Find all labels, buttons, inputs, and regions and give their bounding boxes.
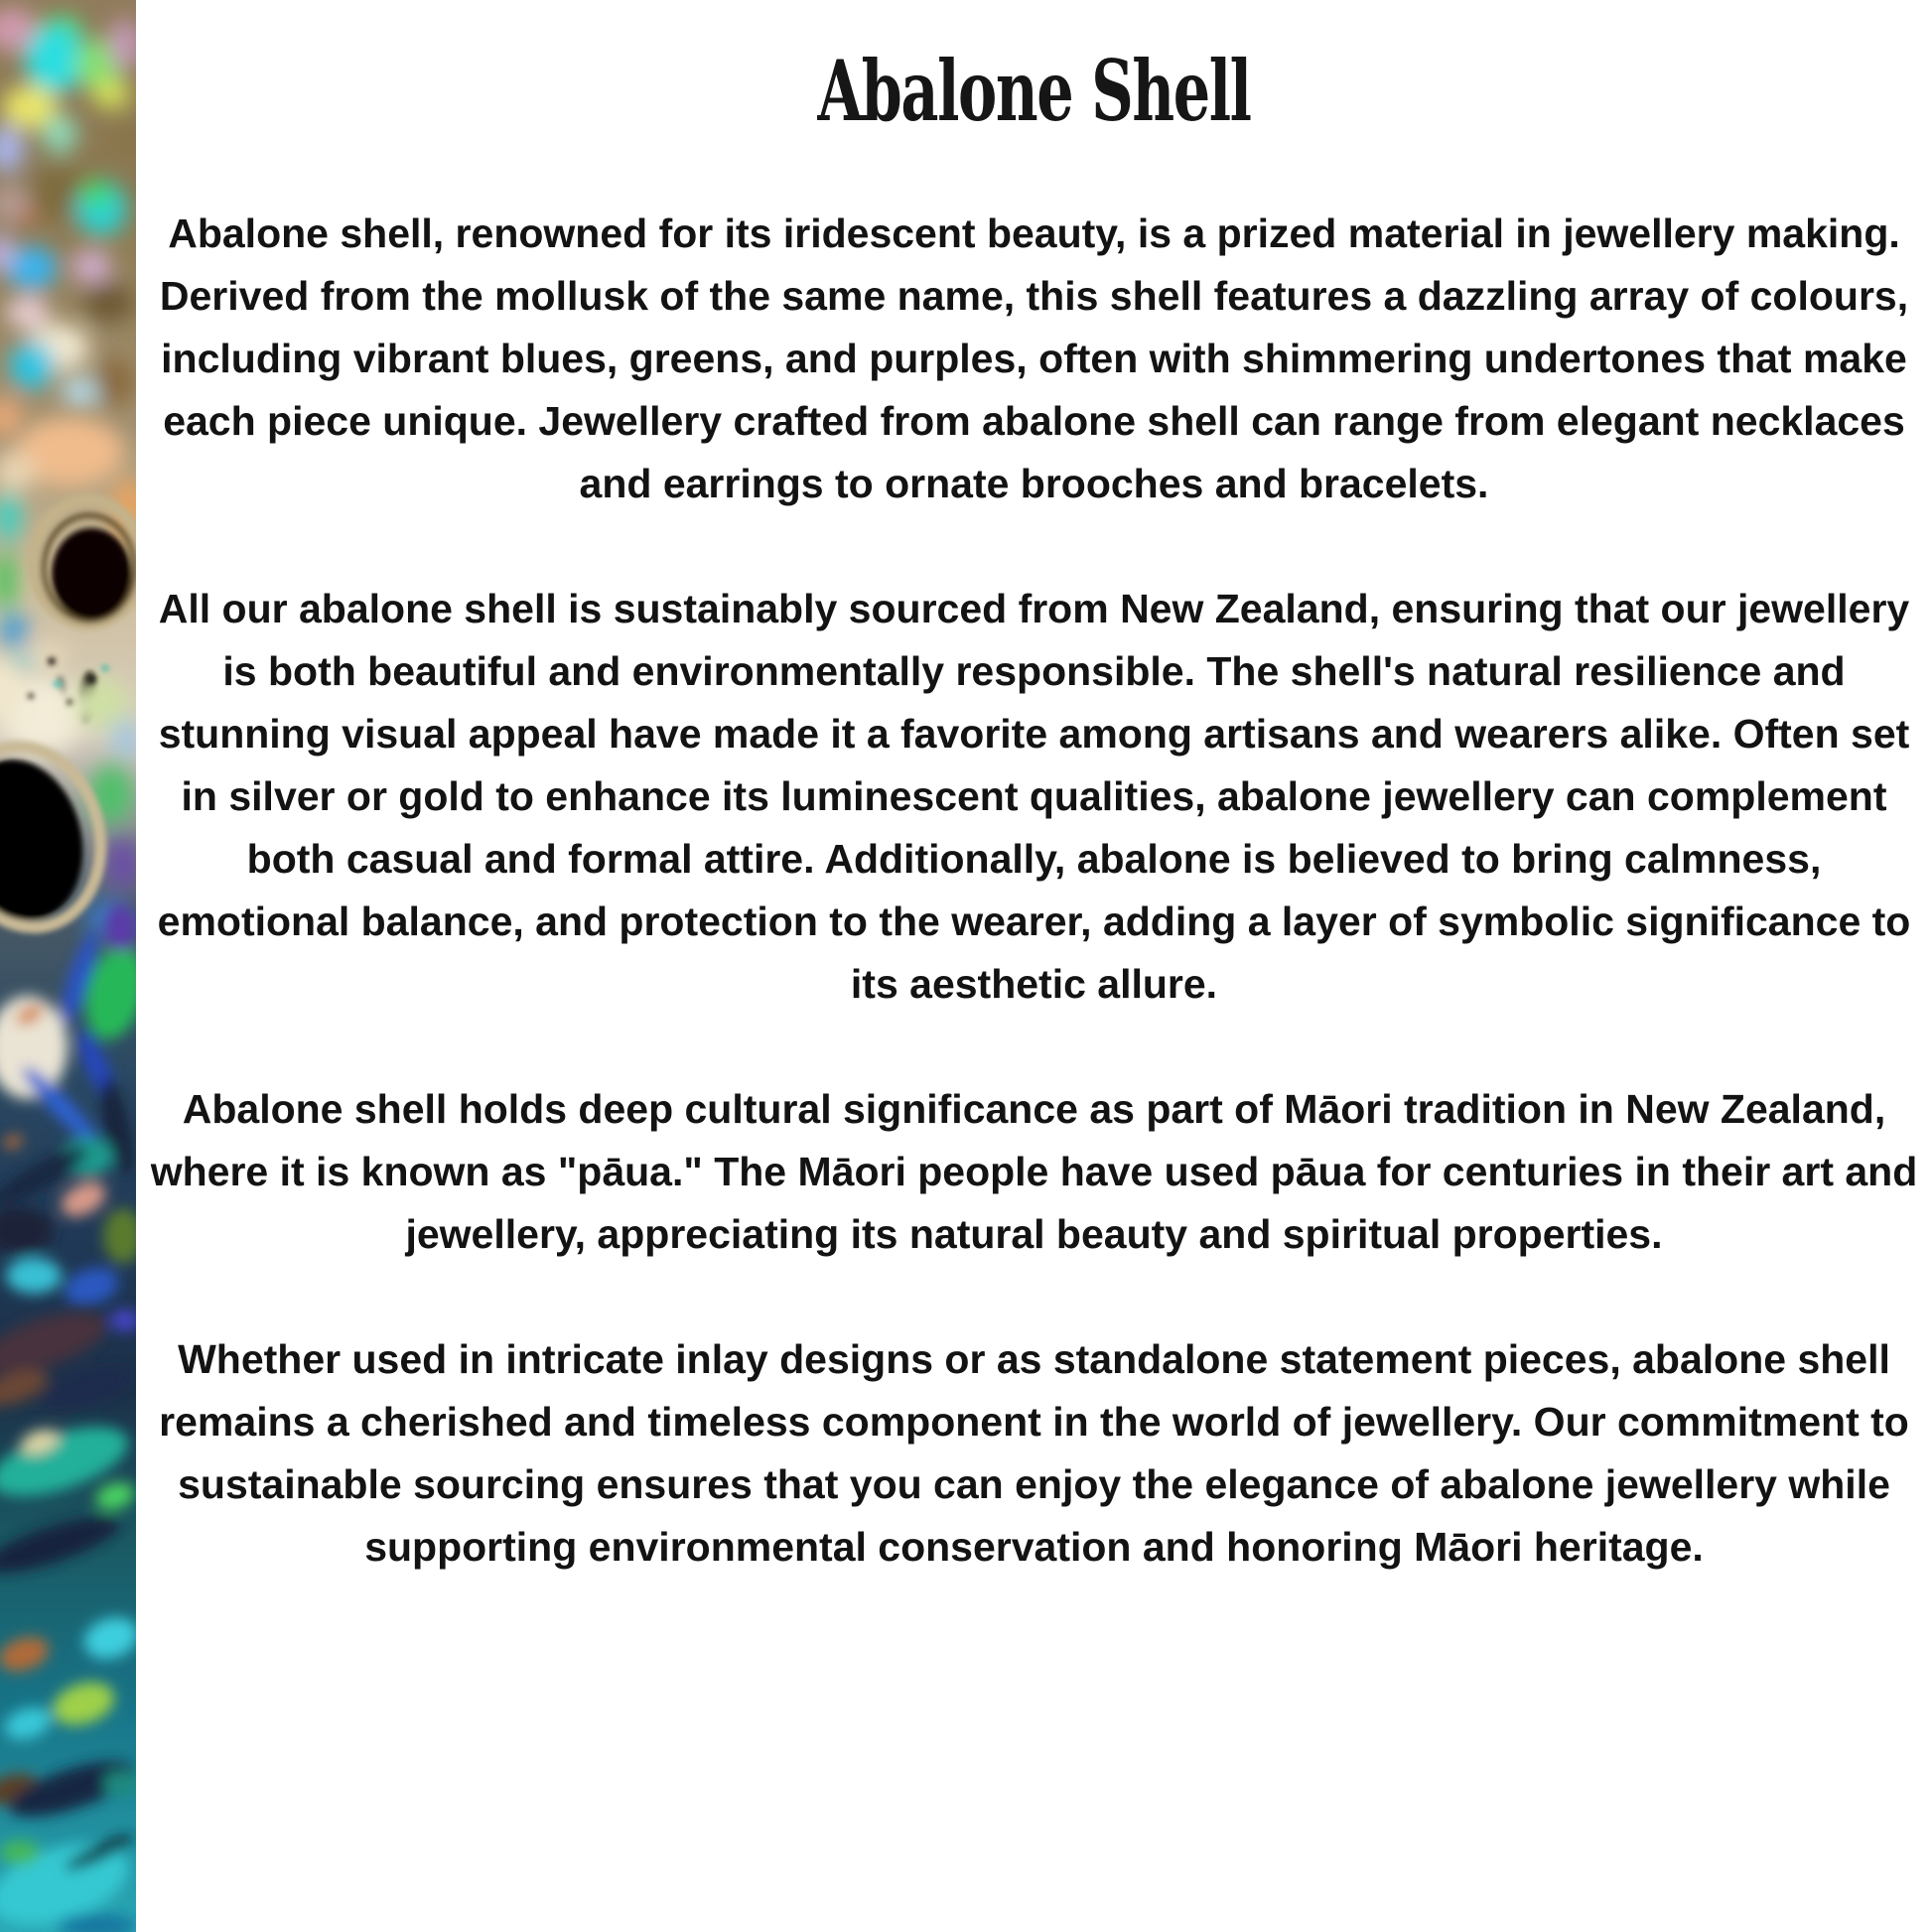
body-paragraph: Abalone shell, renowned for its iridescent beauty, is a prized material in jewellery making. Derived from the mollusk of the same name, this shell features a dazzling array of colours, including vibrant blues, greens, and purples, often with shimmering undertones that make each piece unique. Jewellery crafted from abalone shell can range from elegant necklaces and earrings to ornate brooches and bracelets. bbox=[159, 210, 1909, 506]
abalone-shell-image bbox=[0, 0, 136, 1932]
body-paragraph: Whether used in intricate inlay designs or as standalone statement pieces, abalone shell remains a cherished and timeless component in the world of jewellery. Our commitment to sustainable sourcing ensures that you can enjoy the elegance of abalone jewellery while supporting environmental conservation and honoring Māori heritage. bbox=[159, 1336, 1909, 1570]
page-title-text: Abalone Shell bbox=[817, 42, 1251, 140]
body-text bbox=[136, 203, 1932, 1579]
body-paragraph: Abalone shell holds deep cultural significance as part of Māori tradition in New Zealand, where it is known as "pāua." The Māori people have used pāua for centuries in their art and jewellery, appreciating its natural beauty and spiritual properties. bbox=[150, 1086, 1918, 1257]
content-area bbox=[136, 0, 1932, 1932]
page-title bbox=[136, 42, 1932, 140]
body-paragraph: All our abalone shell is sustainably sourced from New Zealand, ensuring that our jewellery is both beautiful and environmentally responsible. The shell's natural resilience and stunning visual appeal have made it a favorite among artisans and wearers alike. Often set in silver or gold to enhance its luminescent qualities, abalone jewellery can complement both casual and formal attire. Additionally, abalone is believed to bring calmness, emotional balance, and protection to the wearer, adding a layer of symbolic significance to its aesthetic allure. bbox=[157, 586, 1911, 1007]
